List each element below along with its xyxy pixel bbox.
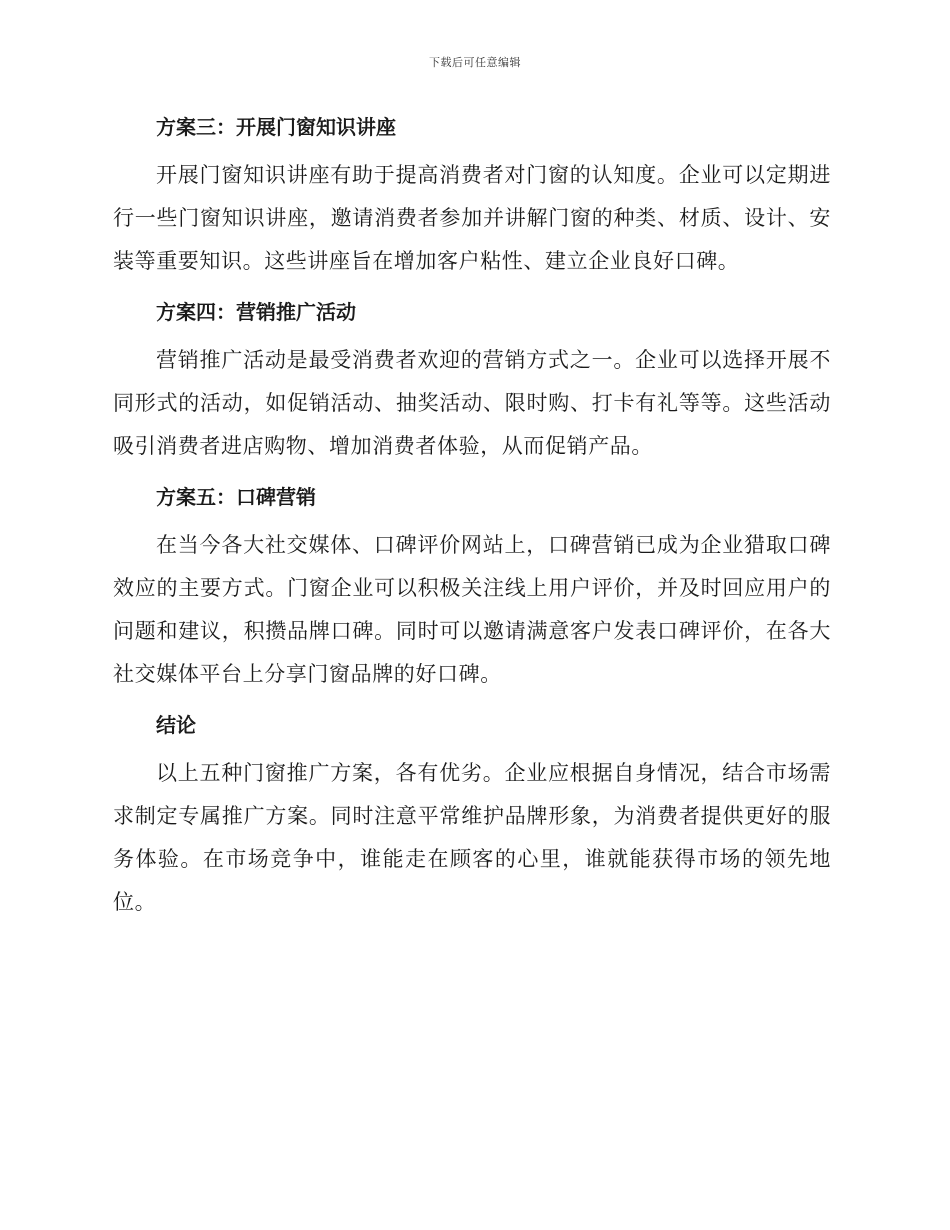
section-paragraph: 营销推广活动是最受消费者欢迎的营销方式之一。企业可以选择开展不同形式的活动，如促销活动、抽奖活动、限时购、打卡有礼等等。这些活动吸引消费者进店购物、增加消费者体验，从而促销产品。 <box>113 348 831 458</box>
section-paragraph: 以上五种门窗推广方案，各有优劣。企业应根据自身情况，结合市场需求制定专属推广方案。同时注意平常维护品牌形象，为消费者提供更好的服务体验。在市场竞争中，谁能走在顾客的心里，谁就能获得市场的领先地位。 <box>113 761 831 914</box>
section-paragraph: 开展门窗知识讲座有助于提高消费者对门窗的认知度。企业可以定期进行一些门窗知识讲座，邀请消费者参加并讲解门窗的种类、材质、设计、安装等重要知识。这些讲座旨在增加客户粘性、建立企业良好口碑。 <box>113 163 831 273</box>
section-plan-three <box>113 108 831 293</box>
header-note: 下载后可任意编辑 <box>429 56 521 69</box>
section-heading: 结论 <box>156 713 196 737</box>
section-plan-five <box>113 478 831 706</box>
section-heading: 方案五：口碑营销 <box>156 485 316 509</box>
section-heading: 方案四：营销推广活动 <box>156 300 356 324</box>
section-heading: 方案三：开展门窗知识讲座 <box>156 115 396 139</box>
section-plan-four <box>113 293 831 478</box>
section-paragraph: 在当今各大社交媒体、口碑评价网站上，口碑营销已成为企业猎取口碑效应的主要方式。门窗企业可以积极关注线上用户评价，并及时回应用户的问题和建议，积攒品牌口碑。同时可以邀请满意客户发表口碑评价，在各大社交媒体平台上分享门窗品牌的好口碑。 <box>113 533 831 686</box>
document-body <box>113 108 831 924</box>
section-conclusion <box>113 706 831 924</box>
